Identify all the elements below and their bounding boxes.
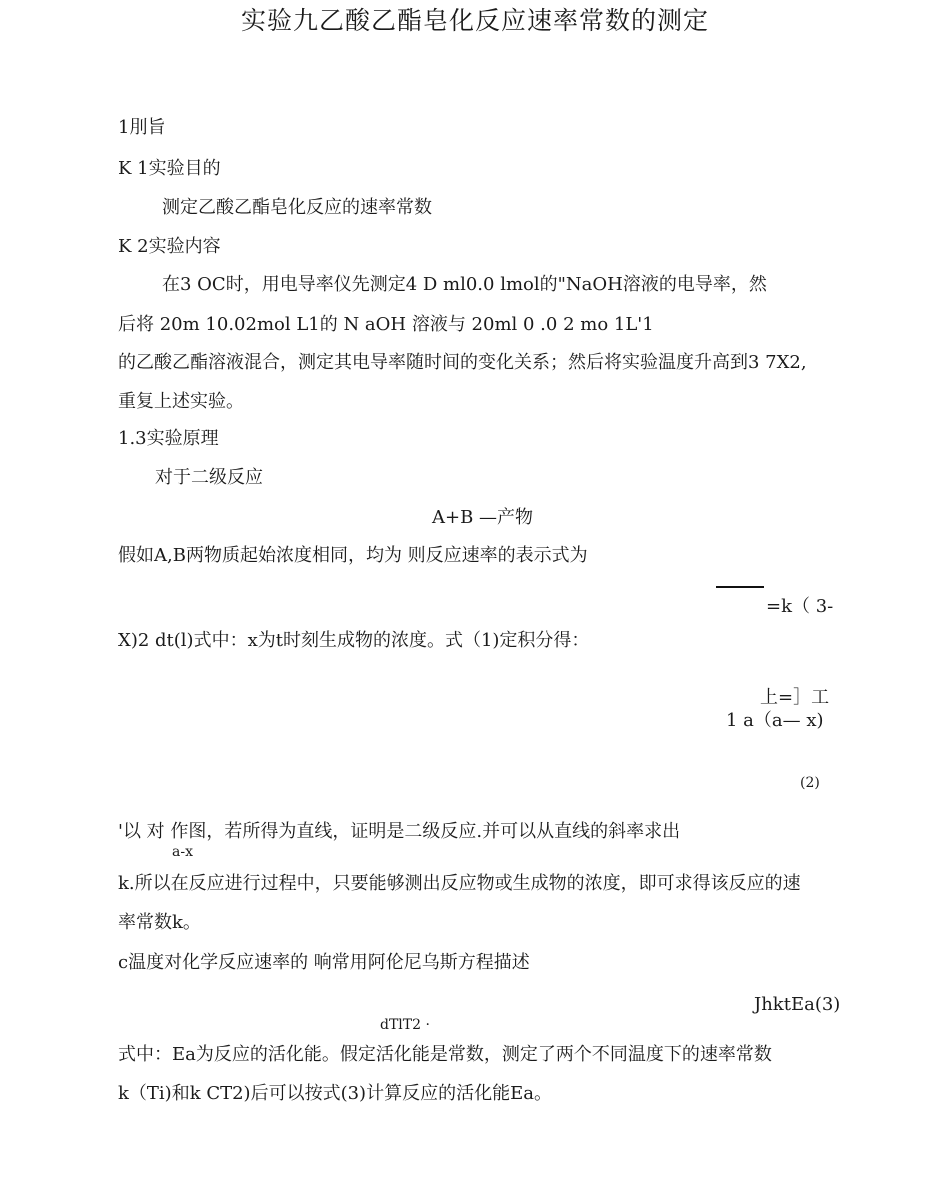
fraction-bar xyxy=(716,586,764,588)
principle-text-line: c温度对化学反应速率的 响常用阿伦尼乌斯方程描述 xyxy=(118,952,530,973)
subsection-heading-content: K 2实验内容 xyxy=(118,236,221,257)
equation-3-denominator: dTlT2 · xyxy=(380,1017,430,1033)
principle-text-line: X)2 dt(l)式中：x为t时刻生成物的浓度。式（1)定积分得： xyxy=(118,630,590,651)
subsection-heading-objective: K 1实验目的 xyxy=(118,158,221,179)
principle-text-line: k.所以在反应进行过程中，只要能够测出反应物或生成物的浓度，即可求得该反应的速 xyxy=(118,873,801,894)
objective-text: 测定乙酸乙酯皂化反应的速率常数 xyxy=(162,197,432,218)
fraction-subscript: a-x xyxy=(172,844,193,860)
reaction-equation: A+B —产物 xyxy=(432,507,534,528)
equation-2-top: 上=］工 xyxy=(760,687,830,708)
principle-text-line: 式中：Ea为反应的活化能。假定活化能是常数，测定了两个不同温度下的速率常数 xyxy=(118,1044,772,1065)
equation-1-fragment: =k（ 3- xyxy=(766,596,834,617)
principle-text-line: '以 对 作图，若所得为直线，证明是二级反应.并可以从直线的斜率求出 xyxy=(118,821,681,842)
content-paragraph-line: 后将 20m 10.02mol L1的 N aOH 溶液与 20ml 0 .0 2 mo 1L'1 xyxy=(118,314,654,335)
section-heading-preface: 1刖旨 xyxy=(118,117,166,138)
principle-text-line: 率常数k。 xyxy=(118,912,201,933)
subsection-heading-principle: 1.3实验原理 xyxy=(118,428,219,449)
content-paragraph-line: 的乙酸乙酯溶液混合，测定其电导率随时间的变化关系；然后将实验温度升高到3 7X2, xyxy=(118,352,807,373)
equation-3-fragment: JhktEa(3) xyxy=(754,994,841,1015)
principle-text-line: k（Ti)和k CT2)后可以按式(3)计算反应的活化能Ea。 xyxy=(118,1083,552,1104)
document-title: 实验九乙酸乙酯皂化反应速率常数的测定 xyxy=(240,6,709,35)
content-paragraph-line: 重复上述实验。 xyxy=(118,391,244,412)
content-paragraph-line: 在3 OC时，用电导率仪先测定4 D ml0.0 lmol的"NaOH溶液的电导率，然 xyxy=(162,274,767,295)
principle-text-line: 假如A,B两物质起始浓度相同，均为 则反应速率的表示式为 xyxy=(118,545,588,566)
equation-2-bottom: 1 a（a— x) xyxy=(726,710,824,731)
principle-text-line: 对于二级反应 xyxy=(155,467,263,488)
equation-2-number: (2) xyxy=(800,775,820,791)
